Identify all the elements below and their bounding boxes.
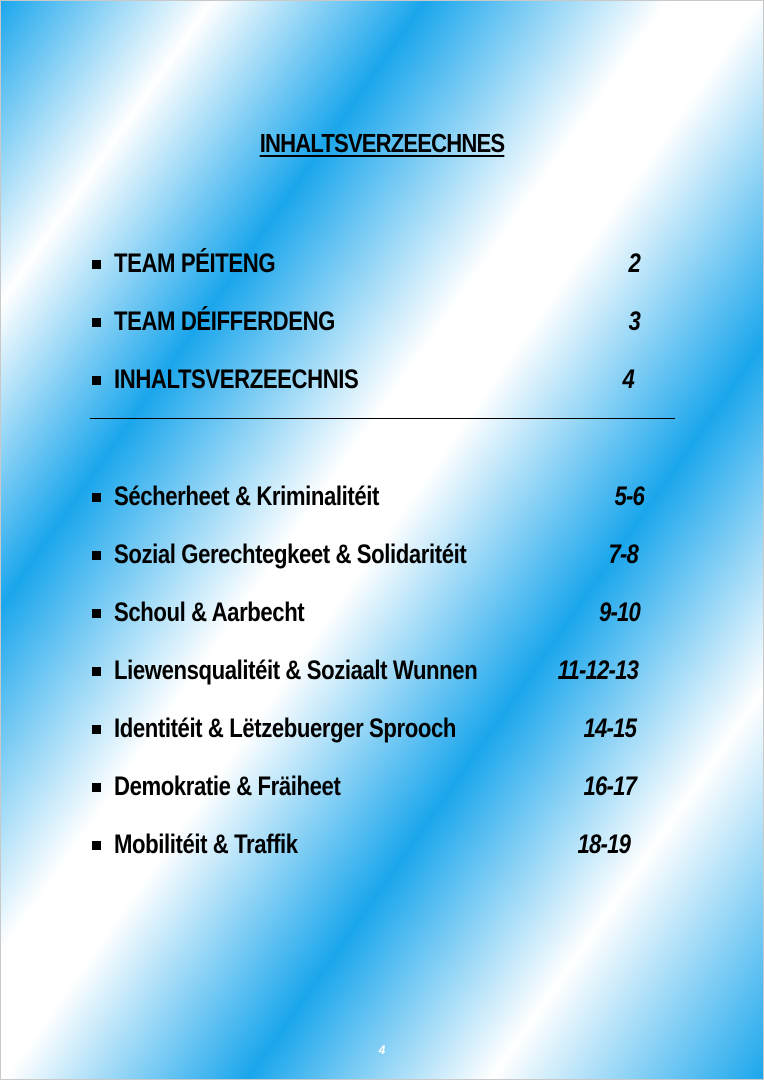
toc-entry-label: Schoul & Aarbecht [114, 597, 305, 627]
square-bullet-icon [92, 376, 101, 385]
square-bullet-icon [92, 841, 101, 850]
toc-entry-pages: 5-6 [614, 481, 644, 511]
square-bullet-icon [92, 551, 101, 560]
toc-entry-secherheet[interactable] [92, 481, 692, 517]
square-bullet-icon [92, 493, 101, 502]
square-bullet-icon [92, 318, 101, 327]
page-title: INHALTSVERZEECHNES [259, 128, 505, 158]
toc-entry-pages: 14-15 [583, 713, 636, 743]
toc-entry-label: TEAM PÉITENG [114, 248, 276, 278]
toc-entry-pages: 3 [628, 306, 640, 336]
toc-entry-inhaltsverzeechnis[interactable] [92, 364, 692, 400]
toc-entry-identiteit[interactable] [92, 713, 692, 749]
square-bullet-icon [92, 260, 101, 269]
toc-entry-pages: 4 [622, 364, 634, 394]
toc-entry-sozial-gerechtegkeet[interactable] [92, 539, 692, 575]
toc-entry-label: TEAM DÉIFFERDENG [114, 306, 336, 336]
square-bullet-icon [92, 725, 101, 734]
toc-entry-mobiliteit[interactable] [92, 829, 692, 865]
toc-entry-pages: 11-12-13 [557, 655, 638, 685]
toc-entry-schoul-aarbecht[interactable] [92, 597, 692, 633]
toc-entry-pages: 7-8 [608, 539, 638, 569]
toc-entry-demokratie[interactable] [92, 771, 692, 807]
square-bullet-icon [92, 609, 101, 618]
toc-entry-pages: 9-10 [598, 597, 640, 627]
toc-entry-pages: 16-17 [583, 771, 636, 801]
square-bullet-icon [92, 783, 101, 792]
toc-entry-label: INHALTSVERZEECHNIS [114, 364, 359, 394]
square-bullet-icon [92, 667, 101, 676]
toc-entry-label: Mobilitéit & Traffik [114, 829, 298, 859]
toc-entry-team-deifferdeng[interactable] [92, 306, 692, 342]
toc-entry-pages: 2 [628, 248, 640, 278]
toc-entry-label: Identitéit & Lëtzebuerger Sprooch [114, 713, 456, 743]
toc-entry-liewensqualiteit[interactable] [92, 655, 692, 691]
toc-entry-pages: 18-19 [577, 829, 630, 859]
toc-entry-label: Sécherheet & Kriminalitéit [114, 481, 379, 511]
toc-entry-team-peiteng[interactable] [92, 248, 692, 284]
page-number: 4 [378, 1043, 386, 1057]
toc-entry-label: Demokratie & Fräiheet [114, 771, 341, 801]
toc-entry-label: Liewensqualitéit & Soziaalt Wunnen [114, 655, 478, 685]
section-divider [90, 418, 675, 419]
toc-entry-label: Sozial Gerechtegkeet & Solidaritéit [114, 539, 467, 569]
